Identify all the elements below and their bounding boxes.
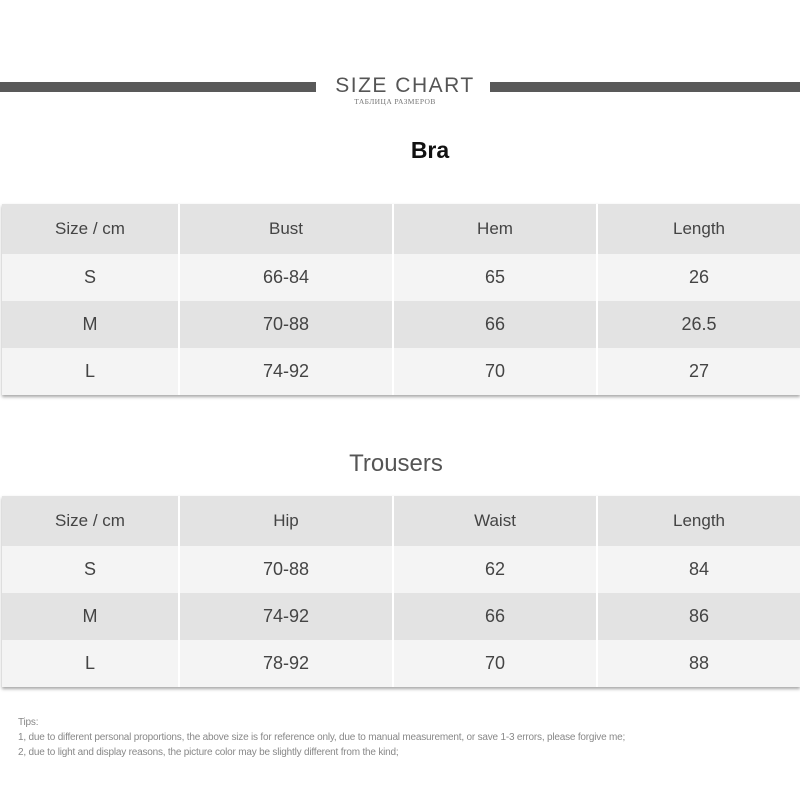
column-header: Length bbox=[673, 511, 725, 530]
table-cell: M bbox=[2, 301, 180, 348]
table-cell: 65 bbox=[394, 254, 598, 301]
table-cell: 70 bbox=[394, 348, 598, 395]
table-cell: 70-88 bbox=[180, 546, 394, 593]
trousers-size-table bbox=[2, 496, 800, 687]
table-cell: 84 bbox=[688, 559, 710, 579]
table-row bbox=[2, 593, 800, 640]
size-chart-subtitle: ТАБЛИЦА РАЗМЕРОВ bbox=[354, 97, 436, 106]
table-cell: 27 bbox=[688, 361, 710, 381]
column-header: Size / cm bbox=[2, 204, 180, 254]
column-header: Bust bbox=[180, 204, 394, 254]
table-row bbox=[2, 546, 800, 593]
column-header: Size / cm bbox=[2, 496, 180, 546]
table-cell: 78-92 bbox=[180, 640, 394, 687]
table-cell: 66-84 bbox=[180, 254, 394, 301]
table-cell: 66 bbox=[394, 593, 598, 640]
tip-line: 2, due to light and display reasons, the picture color may be slightly different from the kind; bbox=[18, 747, 399, 758]
table-row bbox=[2, 254, 800, 301]
table-cell: 62 bbox=[394, 546, 598, 593]
column-header: Waist bbox=[394, 496, 598, 546]
table-cell: 26 bbox=[688, 267, 710, 287]
bra-size-table bbox=[2, 204, 800, 395]
table-row bbox=[2, 640, 800, 687]
table-cell: S bbox=[2, 546, 180, 593]
table-cell: 26.5 bbox=[681, 314, 717, 334]
tips-label: Tips: bbox=[18, 717, 39, 728]
table-cell: 70-88 bbox=[180, 301, 394, 348]
table-cell: M bbox=[2, 593, 180, 640]
table-cell: 74-92 bbox=[180, 348, 394, 395]
table-cell: 74-92 bbox=[180, 593, 394, 640]
column-header: Length bbox=[673, 219, 725, 238]
size-chart-title: SIZE CHART bbox=[335, 74, 475, 97]
table-cell: L bbox=[2, 348, 180, 395]
table-cell: 70 bbox=[394, 640, 598, 687]
bra-section-title: Bra bbox=[410, 137, 450, 163]
header-divider-right bbox=[490, 82, 800, 92]
table-cell: 66 bbox=[394, 301, 598, 348]
size-chart-header bbox=[0, 70, 800, 110]
header-divider-left bbox=[0, 82, 316, 92]
table-cell: 88 bbox=[688, 653, 710, 673]
table-cell: L bbox=[2, 640, 180, 687]
tip-line: 1, due to different personal proportions, the above size is for reference only, due to manual measurement, or save 1-3 errors, please forgive me; bbox=[18, 732, 626, 743]
table-row bbox=[2, 301, 800, 348]
table-header-row bbox=[2, 204, 800, 254]
table-header-row bbox=[2, 496, 800, 546]
table-cell: S bbox=[2, 254, 180, 301]
table-row bbox=[2, 348, 800, 395]
table-cell: 86 bbox=[688, 606, 710, 626]
column-header: Hem bbox=[394, 204, 598, 254]
column-header: Hip bbox=[180, 496, 394, 546]
trousers-section-title: Trousers bbox=[349, 450, 443, 477]
tips-section bbox=[18, 715, 625, 760]
